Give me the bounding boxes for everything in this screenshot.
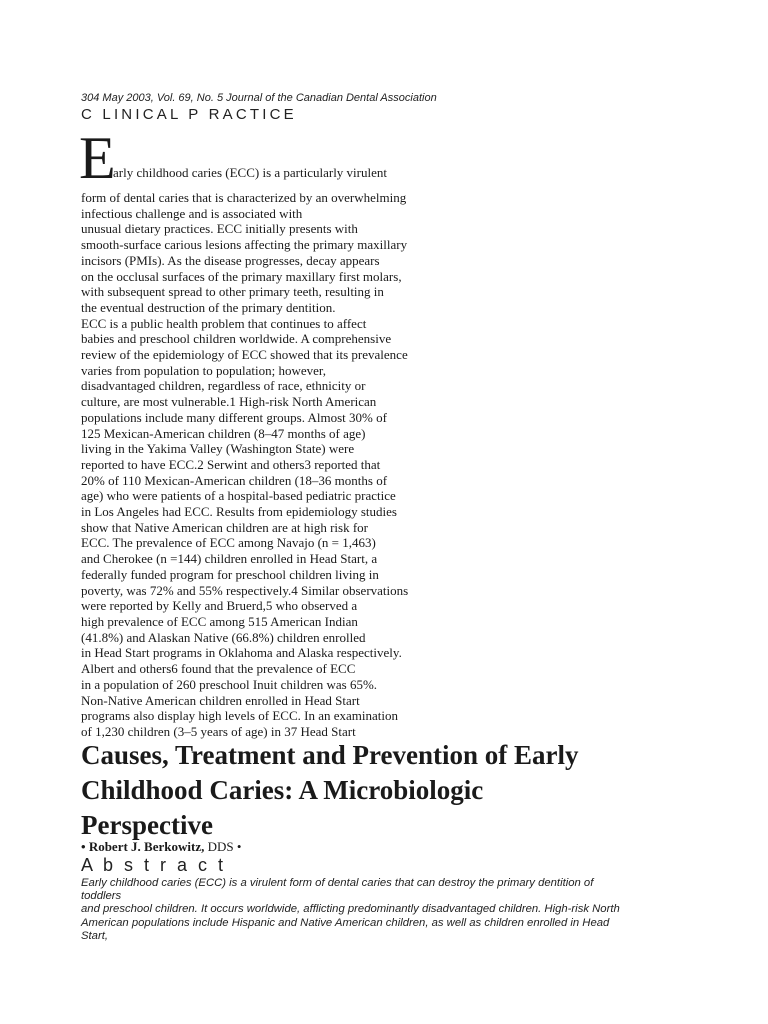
body-line: (41.8%) and Alaskan Native (66.8%) children enrolled — [81, 629, 366, 645]
article-title — [81, 738, 721, 843]
body-line: were reported by Kelly and Bruerd,5 who observed a — [81, 598, 358, 614]
body-line: ECC is a public health problem that continues to affect — [81, 315, 367, 331]
abstract-text — [81, 877, 721, 943]
body-line: programs also display high levels of ECC. In an examination — [81, 708, 398, 724]
first-line: arly childhood caries (ECC) is a particularly virulent — [113, 165, 387, 180]
body-line: of 1,230 children (3–5 years of age) in 37 Head Start — [81, 723, 356, 739]
body-line: Non-Native American children enrolled in Head Start — [81, 692, 360, 708]
body-line: federally funded program for preschool children living in — [81, 566, 379, 582]
body-line: form of dental caries that is characterized by an overwhelming — [81, 190, 407, 205]
body-line: and Cherokee (n =144) children enrolled in Head Start, a — [81, 551, 378, 567]
abstract-line: American populations include Hispanic and Native American children, as well as children enrolled in Head — [81, 916, 610, 929]
body-line: disadvantaged children, regardless of race, ethnicity or — [81, 378, 366, 394]
body-line: with subsequent spread to other primary teeth, resulting in — [81, 284, 384, 300]
body-text — [81, 190, 721, 740]
author-bullet: • — [81, 839, 89, 854]
abstract-line: and preschool children. It occurs worldwide, afflicting predominantly disadvantaged children. High-risk North — [81, 903, 620, 916]
body-line: on the occlusal surfaces of the primary maxillary first molars, — [81, 268, 402, 284]
abstract-heading: A b s t r a c t — [81, 855, 227, 875]
author-name: Robert J. Berkowitz, — [88, 839, 205, 854]
title-line: Perspective — [81, 810, 213, 840]
abstract-line: Early childhood caries (ECC) is a virulent form of dental caries that can destroy the primary dentition of — [81, 877, 594, 889]
body-line: in Head Start programs in Oklahoma and Alaska respectively. — [81, 645, 402, 661]
abstract-line: toddlers — [81, 890, 122, 903]
body-line: infectious challenge and is associated with — [81, 205, 303, 221]
body-line: 20% of 110 Mexican-American children (18–36 months of — [81, 472, 388, 488]
body-line: high prevalence of ECC among 515 American Indian — [81, 613, 358, 629]
body-line: age) who were patients of a hospital-based pediatric practice — [81, 488, 396, 504]
body-line: varies from population to population; however, — [81, 362, 326, 378]
body-line: show that Native American children are at high risk for — [81, 519, 368, 535]
body-line: poverty, was 72% and 55% respectively.4 Similar observations — [81, 582, 409, 598]
body-line: babies and preschool children worldwide. A comprehensive — [81, 331, 392, 347]
body-line: in Los Angeles had ECC. Results from epidemiology studies — [81, 504, 397, 520]
body-line: populations include many different groups. Almost 30% of — [81, 409, 387, 425]
section-heading: C LINICAL P RACTICE — [81, 106, 297, 123]
body-line: smooth-surface carious lesions affecting the primary maxillary — [81, 237, 408, 253]
body-line: reported to have ECC.2 Serwint and others3 reported that — [81, 456, 381, 472]
body-line: review of the epidemiology of ECC showed that its prevalence — [81, 347, 408, 363]
title-line: Causes, Treatment and Prevention of Early — [81, 740, 579, 770]
body-line: living in the Yakima Valley (Washington State) were — [81, 441, 355, 457]
body-line: 125 Mexican-American children (8–47 months of age) — [81, 425, 366, 441]
drop-cap: E — [79, 125, 116, 191]
abstract-line: Start, — [81, 929, 108, 942]
body-line: the eventual destruction of the primary dentition. — [81, 299, 336, 315]
author-line — [81, 839, 241, 855]
author-degree: DDS • — [204, 839, 242, 854]
body-line: unusual dietary practices. ECC initially presents with — [81, 221, 358, 237]
body-line: in a population of 260 preschool Inuit children was 65%. — [81, 676, 378, 692]
body-line: ECC. The prevalence of ECC among Navajo (n = 1,463) — [81, 535, 376, 551]
body-line: incisors (PMIs). As the disease progresses, decay appears — [81, 252, 380, 268]
title-line: Childhood Caries: A Microbiologic — [81, 775, 484, 805]
body-line: Albert and others6 found that the prevalence of ECC — [81, 661, 356, 677]
journal-citation-line: 304 May 2003, Vol. 69, No. 5 Journal of the Canadian Dental Association — [81, 92, 437, 104]
body-line: culture, are most vulnerable.1 High-risk North American — [81, 394, 377, 410]
